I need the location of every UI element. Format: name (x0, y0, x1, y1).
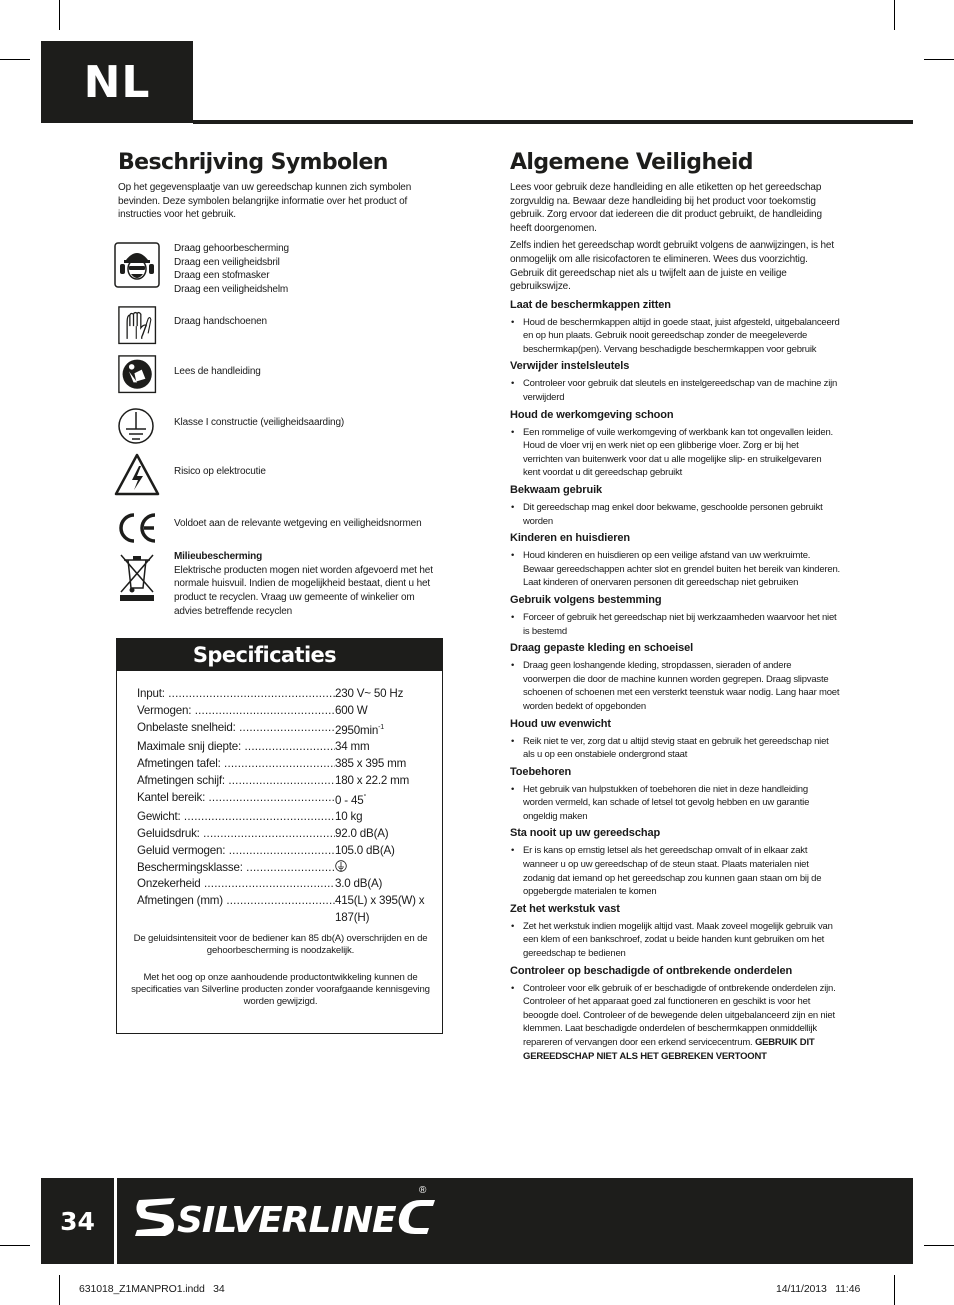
symbol-text: Lees de handleiding (174, 366, 261, 377)
electrocution-warning-icon (114, 452, 160, 498)
crop-mark (894, 1275, 895, 1305)
safety-content (510, 181, 840, 1066)
symbols-intro: Op het gegevensplaatje van uw gereedschap kunnen zich symbolen bevinden. Deze symbolen belangrijke informatie over het product of instructies voor het gebruik. (118, 182, 412, 221)
registered-mark: ® (419, 1185, 427, 1196)
crop-mark (924, 59, 954, 60)
section-heading: Controleer op beschadigde of ontbrekende onderdelen (510, 964, 793, 977)
section-heading: Toebehoren (510, 765, 572, 778)
earth-class-icon (114, 404, 160, 450)
bullet-item: • Een rommelige of vuile werkomgeving of werkbank kan tot ongevallen leiden. Houd de vloer vrij en werk niet op een glibberige vloer. Zorg er bij het verrichten van buitenwerk voor dat u alle mogelijke slip- en struikelgevaren kent voordat u dit gereedschap gebruikt (510, 426, 840, 480)
symbol-text: Draag handschoenen (174, 316, 267, 327)
safety-intro: Lees voor gebruik deze handleiding en alle etiketten op het gereedschap zorgvuldig na. Bewaar deze handleiding bij het product voor toekomstig gebruik. Zorg ervoor dat iedereen die dit product gebruikt, de handleiding heeft doorgenomen. (510, 182, 822, 235)
language-tab: NL (41, 41, 193, 123)
silverline-logo (131, 1186, 441, 1246)
section-heading: Sta nooit up uw gereedschap (510, 827, 661, 840)
weee-bin-icon (114, 550, 160, 606)
spec-row: Vermogen: ..... 600 W (137, 703, 437, 720)
symbol-text: Risico op elektrocutie (174, 466, 266, 477)
section-heading: Houd de werkomgeving schoon (510, 408, 674, 421)
section-heading: Bekwaam gebruik (510, 483, 603, 496)
header-rule (193, 120, 913, 124)
svg-text:SILVERLINE: SILVERLINE (177, 1200, 396, 1241)
symbol-text: Draag gehoorbescherming Draag een veiligheidsbril Draag een stofmasker Draag een veiligheidshelm (174, 243, 289, 296)
spec-row: Onbelaste snelheid: ..... $2950\min^{-1}$ (137, 720, 437, 740)
gloves-icon (118, 306, 160, 348)
bullet-item: • Houd de beschermkappen altijd in goede staat, juist afgesteld, uitgebalanceerd en op hun plaats. Gebruik nooit gereedschap zonder de meegeleverde beschermkap(pen). Vervang beschadigde beschermkappen voor gebruik (510, 316, 840, 357)
spec-row: Maximale snij diepte: ..... 34 mm (137, 739, 437, 756)
section-heading: Verwijder instelsleutels (510, 360, 630, 373)
section-heading: Laat de beschermkappen zitten (510, 298, 671, 311)
symbol-text: Milieubescherming Elektrische producten mogen niet worden afgevoerd met het normale huisvuil. Indien de mogelijkheid bestaat, dient u het product te recyclen. Vraag uw gemeente of winkelier om advies betreffende recyclen (174, 551, 433, 617)
spec-row: Afmetingen schijf: ..... 180 x 22.2 mm (137, 773, 437, 790)
crop-mark (924, 1245, 954, 1246)
symbol-text: Klasse I constructie (veiligheidsaarding) (174, 417, 345, 428)
footer-divider (114, 1178, 117, 1264)
crop-mark (59, 0, 60, 30)
warning-emphasis: GEBRUIK DIT GEREEDSCHAP NIET ALS HET GEBREKEN VERTOONT (523, 1037, 815, 1062)
noise-note: De geluidsintensiteit voor de bediener kan 85 db(A) overschrijden en de gehoorbescherming is noodzakelijk. (133, 933, 428, 956)
section-heading: Gebruik volgens bestemming (510, 593, 662, 606)
spec-row: Afmetingen tafel: ..... 385 x 395 mm (137, 756, 437, 773)
spec-row: Afmetingen (mm) ..... 415(L) x 395(W) x 187(H) (137, 893, 437, 927)
section-heading: Kinderen en huisdieren (510, 532, 631, 545)
section-heading: Draag gepaste kleding en schoeisel (510, 642, 694, 655)
specifications-table (137, 686, 437, 927)
ppe-icon (114, 242, 160, 288)
bullet-item: • Controleer voor gebruik dat sleutels en instelgereedschap van de machine zijn verwijderd (510, 377, 840, 404)
specifications-title: Specificaties (117, 639, 442, 671)
spec-row: Onzekerheid ..... 3.0 dB(A) (137, 876, 437, 893)
earth-symbol-icon (335, 860, 347, 872)
spec-row: Gewicht: ..... 10 kg (137, 809, 437, 826)
bullet-item: • Zet het werkstuk indien mogelijk altijd vast. Maak zoveel mogelijk gebruik van een klem of een bankschroef, zodat u beide handen kunt gebruiken om het gereedschap te bedienen (510, 920, 840, 961)
bullet-item: • Controleer voor elk gebruik of er beschadigde of ontbrekende onderdelen zijn. Controleer of het apparaat goed zal functioneren en geschikt is voor het beoogde doel. Controleer of de bewegende delen uitgebalanceerd zijn en niet klemmen. Laat beschadigde onderdelen of beschermkappen onmiddellijk repareren of vervangen door een erkend servicecentrum. GEBRUIK DIT GEREEDSCHAP NIET ALS HET GEBREKEN VERTOONT (510, 982, 840, 1064)
symbol-text: Voldoet aan de relevante wetgeving en veiligheidsnormen (174, 518, 422, 529)
bullet-item: • Draag geen loshangende kleding, stropdassen, sieraden of andere voorwerpen die door de machine kunnen worden gegrepen. Draag slipvaste schoenen of schoenen met een versterkt teenstuk waar nodig. Lang haar moet worden bedekt of opgebonden (510, 659, 840, 713)
section-heading: Zet het werkstuk vast (510, 902, 620, 915)
manual-icon (118, 355, 160, 397)
section-heading: Houd uw evenwicht (510, 717, 611, 730)
crop-mark (0, 59, 30, 60)
bullet-item: • Dit gereedschap mag enkel door bekwame, geschoolde personen gebruikt worden (510, 501, 840, 528)
specifications-box (116, 638, 443, 1034)
date-slug: 14/11/2013 11:46 (776, 1283, 861, 1295)
bullet-item: • Forceer of gebruik het gereedschap niet bij werkzaamheden waarvoor het niet is bestemd (510, 611, 840, 638)
spec-row: Input: ..... 230 V~ 50 Hz (137, 686, 437, 703)
bullet-item: • Reik niet te ver, zorg dat u altijd stevig staat en gebruik het gereedschap niet als u op een onstabiele ondergrond staat (510, 735, 840, 762)
symbols-title: Beschrijving Symbolen (118, 150, 388, 175)
crop-mark (0, 1245, 30, 1246)
safety-intro-2: Zelfs indien het gereedschap wordt gebruikt volgens de aanwijzingen, is het onmogelijk om alle risicofactoren te elimineren. Wees dus voorzichtig. Gebruik dit gereedschap niet als u twijfelt aan de juiste en veilige gebruikswijze. (510, 240, 834, 293)
bullet-item: • Houd kinderen en huisdieren op een veilige afstand van uw werkruimte. Bewaar gereedschappen achter slot en grendel buiten het bereik van kinderen. Laat kinderen of onervaren personen dit gereedschap niet gebruiken (510, 549, 840, 590)
page-number: 34 (60, 1206, 95, 1236)
spec-row: Kantel bereik: ..... 0 - 45° (137, 790, 437, 810)
spec-row: Beschermingsklasse: ..... (137, 860, 437, 877)
ce-mark-icon (114, 505, 160, 551)
safety-title: Algemene Veiligheid (510, 150, 753, 175)
crop-mark (894, 0, 895, 30)
spec-row: Geluidsdruk: ..... 92.0 dB(A) (137, 826, 437, 843)
footer-band (41, 1178, 913, 1264)
file-slug: 631018_Z1MANPRO1.indd 34 (79, 1283, 225, 1295)
development-note: Met het oog op onze aanhoudende productontwikkeling kunnen de specificaties van Silverline producten zonder voorafgaande kennisgeving worden gewijzigd. (131, 972, 430, 1007)
bullet-item: • Het gebruik van hulpstukken of toebehoren die niet in deze handleiding worden vermeld, kan schade of letsel tot gevolg hebben en uw garantie ongeldig maken (510, 783, 840, 824)
spec-row: Geluid vermogen: ..... 105.0 dB(A) (137, 843, 437, 860)
bullet-item: • Er is kans op ernstig letsel als het gereedschap omvalt of in elkaar zakt wanneer u op uw gereedschap of de steun staat. Plaats materialen niet zodanig dat iemand op het gereedschap zou kunnen gaan staan om bij de opgebergde materialen te komen (510, 844, 840, 898)
crop-mark (59, 1275, 60, 1305)
